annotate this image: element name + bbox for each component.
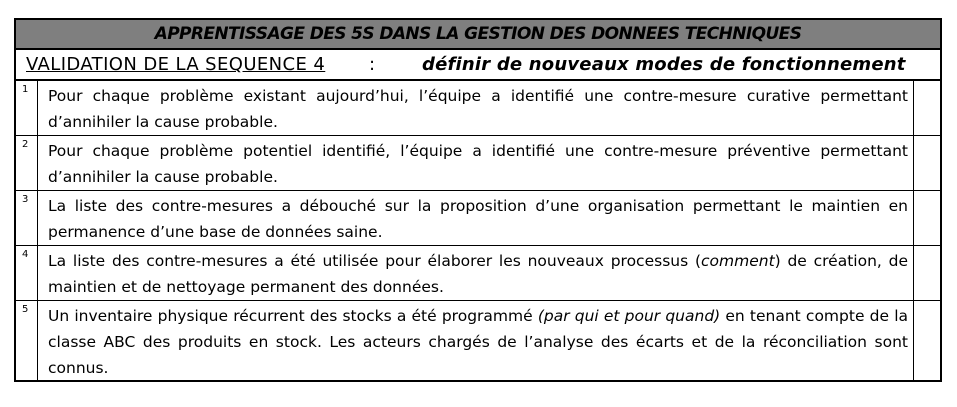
validation-table [14,18,942,382]
row-text-part: ) de création, de maintien et de nettoyage permanent des données. [48,252,908,296]
row-text: La liste des contre-mesures a débouché sur la proposition d’une organisation permettant le maintien en permanence d’une base de données saine. [48,197,908,241]
row-number: 2 [16,136,38,190]
criteria-row-3 [16,190,940,245]
row-check-cell[interactable] [913,81,940,135]
row-number: 4 [16,246,38,300]
row-text: Pour chaque problème existant aujourd’hui, l’équipe a identifié une contre-mesure curative permettant d’annihiler la cause probable. [48,87,908,131]
sequence-header [16,50,940,80]
row-check-cell[interactable] [913,191,940,245]
row-text-part: en tenant compte de la classe ABC des produits en stock. Les acteurs chargés de l’analyse des écarts et de la réconciliation sont connus. [48,307,908,377]
criteria-row-4 [16,245,940,300]
sequence-description: définir de nouveaux modes de fonctionnement [422,54,906,75]
row-check-cell[interactable] [913,301,940,380]
row-text-part: La liste des contre-mesures a été utilisée pour élaborer les nouveaux processus ( [48,252,701,270]
row-check-cell[interactable] [913,136,940,190]
row-number: 3 [16,191,38,245]
row-number: 5 [16,301,38,380]
row-text [48,248,908,300]
sequence-label: VALIDATION DE LA SEQUENCE 4 [26,54,326,75]
row-text: Pour chaque problème potentiel identifié, l’équipe a identifié une contre-mesure préventive permettant d’annihiler la cause probable. [48,142,908,186]
criteria-row-1 [16,80,940,135]
table-title: APPRENTISSAGE DES 5S DANS LA GESTION DES DONNEES TECHNIQUES [16,20,940,50]
row-text [48,303,908,381]
criteria-row-5 [16,300,940,380]
row-text-emphasis: (par qui et pour quand) [537,307,721,325]
criteria-row-2 [16,135,940,190]
row-text-emphasis: comment [701,252,775,270]
row-number: 1 [16,81,38,135]
sequence-colon: : [369,54,376,75]
row-check-cell[interactable] [913,246,940,300]
row-text-part: Un inventaire physique récurrent des stocks a été programmé [48,307,538,325]
